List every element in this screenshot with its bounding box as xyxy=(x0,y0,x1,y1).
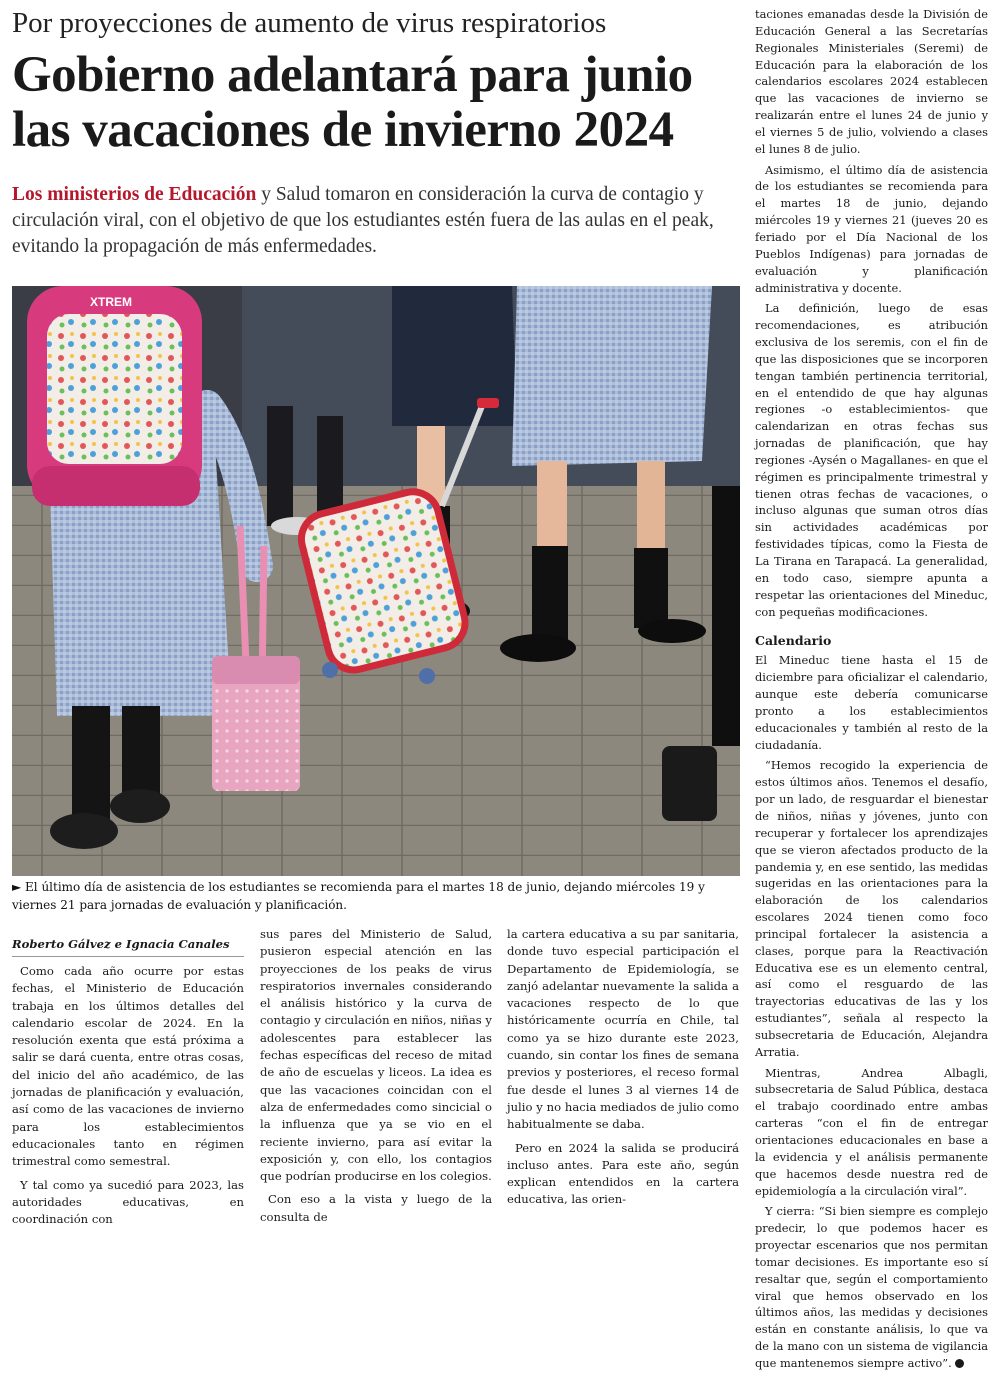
article-lead xyxy=(12,182,742,260)
paragraph: sus pares del Ministerio de Salud, pusieron especial atención en las proyecciones de los peaks de virus respiratorios invernales considerando el análisis histórico y la curva de contagio y circulación en niños, niñas y adolescentes para establecer las fechas específicas del receso de mitad de año de escuelas y liceos. La idea es que las vacaciones coincidan con el alza de enfermedades como sincicial o la influenza que ya se vio en el reciente invierno, para así evitar la exposición y, con ello, los contagios que podrían producirse en los colegios. xyxy=(260,927,492,1184)
photo-illustration xyxy=(12,286,740,876)
paragraph: Pero en 2024 la salida se producirá incluso antes. Para este año, según explican entendidos en la cartera educativa, las orien- xyxy=(507,1140,739,1207)
paragraph: Con eso a la vista y luego de la consulta de xyxy=(260,1192,492,1224)
body-column-1 xyxy=(12,936,244,1234)
paragraph: El Mineduc tiene hasta el 15 de diciembre para oficializar el calendario, aunque este debería comunicarse pronto a los establecimientos educacionales y también al resto de la ciudadanía. xyxy=(755,653,988,752)
section-subhead: Calendario xyxy=(755,633,832,649)
body-column-3 xyxy=(507,926,739,1215)
lead-accent: Los ministerios de Educación xyxy=(12,184,257,205)
paragraph: Y tal como ya sucedió para 2023, las autoridades educativas, en coordinación con xyxy=(12,1177,244,1227)
photo-caption: ► El último día de asistencia de los estudiantes se recomienda para el martes 18 de junio, dejando miércoles 19 y viernes 21 para jornadas de evaluación y planificación. xyxy=(12,880,705,912)
paragraph: La definición, luego de esas recomendaciones, es atribución exclusiva de los seremis, con el fin de que las disposiciones que se incorporen tengan también pertinencia territorial, en el entendido de que hay algunas regiones -o establecimientos- que calendarizan en otras fechas sus jornadas de planificación, que hay regiones -Aysén o Magallanes- en que el régimen es principalmente trimestral y tienen otras fechas de vacaciones, o incluso algunas que suman otros días sin actividades académicas por festividades típicas, como la Fiesta de La Tirana en Tarapacá. La generalidad, en todo caso, siempre apunta a respetar las orientaciones del Mineduc, con pequeñas modificaciones. xyxy=(755,301,988,619)
body-column-2 xyxy=(260,926,492,1232)
article-photo xyxy=(12,286,740,876)
body-column-4 xyxy=(755,6,988,1376)
paragraph: “Hemos recogido la experiencia de estos últimos años. Tenemos el desafío, por un lado, de resguardar el bienestar de niños, niñas y jóvenes, junto con recuperar y fortalecer los aprendizajes que se vieron afectados producto de la pandemia y, en ese sentido, las medidas sugeridas en las orientaciones para la elaboración de los calendarios escolares 2024 tienen como foco principal fortalecer la asistencia a clases, porque para la Reactivación Educativa ese es un elemento central, así como el resguardo de las trayectorias educativas de las y los estudiantes”, señala al respecto la subsecretaria de Educación, Alejandra Arratia. xyxy=(755,758,988,1059)
paragraph: Como cada año ocurre por estas fechas, el Ministerio de Educación trabaja en los últimos detalles del calendario escolar de 2024. En la resolución exenta que está próxima a salir se dará cuenta, entre otras cosas, del inicio del año académico, de las jornadas de planificación y evaluación, así como de las vacaciones de invierno para los establecimientos educacionales tanto en régimen trimestral como semestral. xyxy=(12,964,244,1169)
paragraph: Mientras, Andrea Albagli, subsecretaria de Salud Pública, destaca el trabajo coordinado entre ambas carteras “con el fin de entregar orientaciones educacionales en base a la evidencia y el análisis permanente que hacemos desde nuestra red de epidemiología a la circulación viral”. xyxy=(755,1065,988,1198)
backpack-logo: XTREM xyxy=(90,295,132,309)
lead-text: y Salud tomaron en consideración la curva de contagio y circulación viral, con el objetivo de que los estudiantes estén fuera de las aulas en el peak, evitando la propagación de más enfermedades. xyxy=(12,184,714,257)
paragraph: la cartera educativa a su par sanitaria, donde tuvo especial participación el Departamento de Epidemiología, se zanjó adelantar nuevamente la salida a vacaciones respecto de lo que históricamente ocurría en Chile, tal como ya se hizo durante este 2023, cuando, sin contar los fines de semana previos y posteriores, el receso formal fue desde el lunes 3 al viernes 14 de julio y no hacia mediados de julio como habitualmente se daba. xyxy=(507,927,739,1132)
article-kicker: Por proyecciones de aumento de virus respiratorios xyxy=(12,7,607,39)
paragraph: Asimismo, el último día de asistencia de los estudiantes se recomienda para el martes 18 de junio, dejando miércoles 19 y viernes 21 (jueves 20 es feriado por el Día Nacional de los Pueblos Indígenas) para jornadas de evaluación y planificación administrativa y docente. xyxy=(755,162,988,295)
paragraph xyxy=(755,1203,988,1371)
byline: Roberto Gálvez e Ignacia Canales xyxy=(12,936,244,957)
article-headline: Gobierno adelantará para junio las vacaciones de invierno 2024 xyxy=(12,47,693,158)
paragraph: taciones emanadas desde la División de Educación General a las Secretarías Regionales Ministeriales (Seremi) de Educación para la elaboración de los calendarios escolares 2024 establecen que las vacaciones de invierno se realizarán entre el lunes 24 de junio y el viernes 5 de julio, volviendo a clases el lunes 8 de julio. xyxy=(755,7,988,156)
closing-quote: Y cierra: “Si bien siempre es complejo predecir, lo que podemos hacer es proyectar escenarios que nos permitan tomar decisiones. Es importante eso sí resaltar que, según el comportamiento viral que hemos observado en los últimos años, las medidas y decisiones están en constante análisis, lo que va de la mano con un sistema de vigilancia que mantenemos siempre activo”. xyxy=(755,1204,988,1370)
end-of-article-icon xyxy=(955,1359,964,1368)
